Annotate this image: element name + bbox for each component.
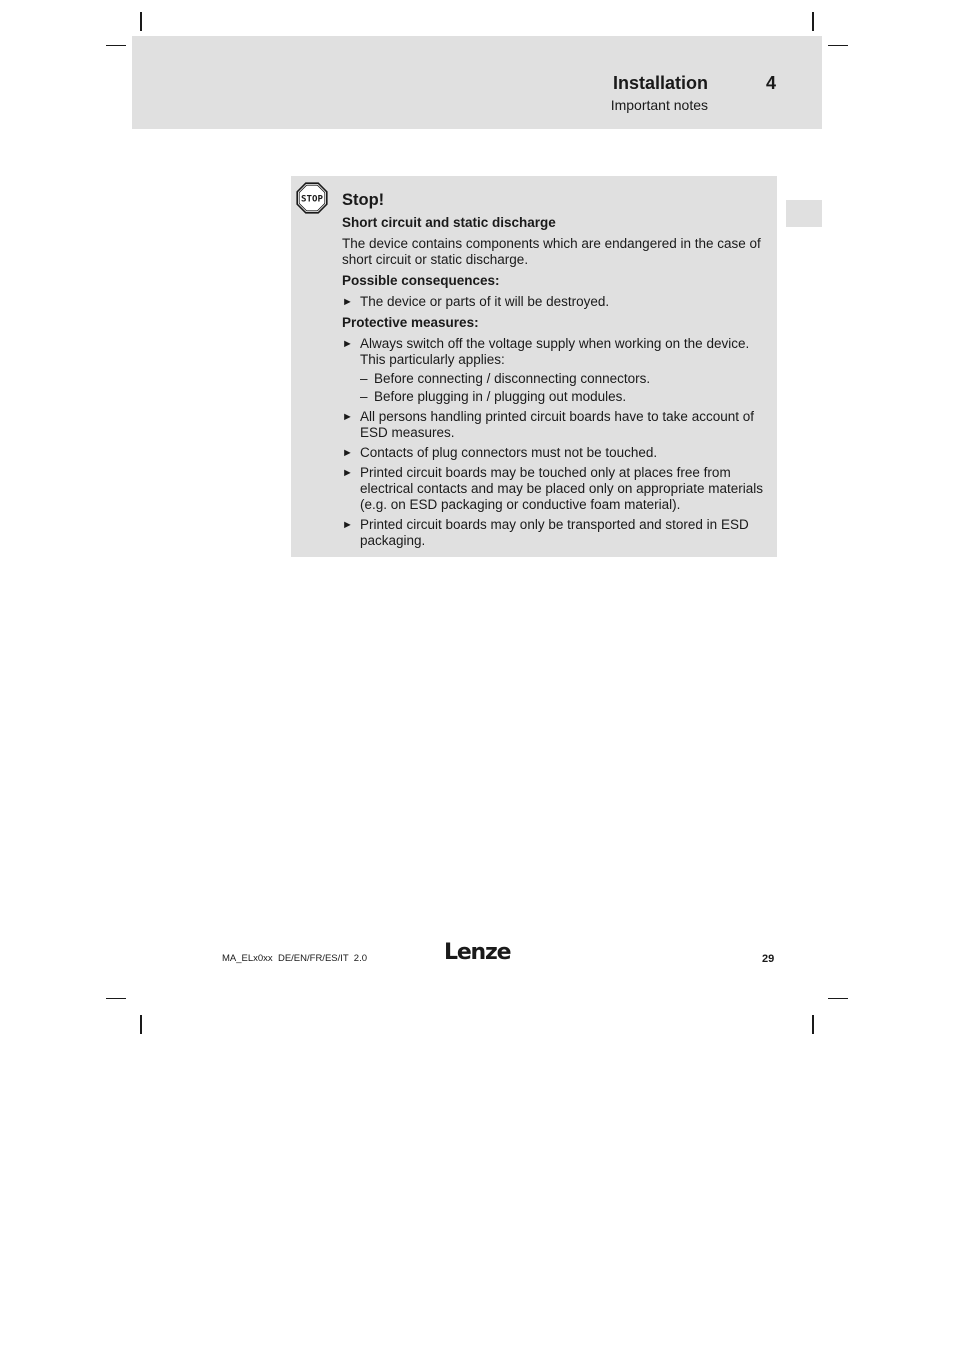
measures-list <box>342 336 768 549</box>
arrow-bullet-icon: ► <box>342 338 353 350</box>
arrow-bullet-icon: ► <box>342 447 353 459</box>
list-item <box>342 445 768 461</box>
stop-sign-text: STOP <box>301 194 324 205</box>
crop-mark <box>106 998 126 999</box>
list-item-text: Printed circuit boards may be touched only at places free from electrical contacts and may be placed only on appropriate materials (e.g. on ESD packaging or conductive foam material). <box>360 465 763 512</box>
list-item <box>342 517 768 549</box>
arrow-bullet-icon: ► <box>342 411 353 423</box>
list-item <box>342 409 768 441</box>
crop-mark <box>140 12 142 31</box>
hazard-title: Short circuit and static discharge <box>342 215 556 230</box>
arrow-bullet-icon: ► <box>342 519 353 531</box>
consequences-label: Possible consequences: <box>342 273 500 288</box>
page-number: 29 <box>762 953 775 965</box>
stop-notice-content <box>342 189 768 554</box>
crop-mark <box>812 12 814 31</box>
crop-mark <box>106 45 126 46</box>
crop-mark <box>828 998 848 999</box>
document-id: MA_ELx0xx DE/EN/FR/ES/IT 2.0 <box>222 953 368 964</box>
chapter-side-tab <box>786 200 822 227</box>
chapter-number: 4 <box>766 73 777 93</box>
dash-bullet-icon: – <box>360 371 368 386</box>
list-item <box>342 336 768 405</box>
sub-list-item <box>360 389 768 405</box>
hazard-description: The device contains components which are endangered in the case of short circuit or static discharge. <box>342 236 761 267</box>
list-item <box>342 465 768 513</box>
sub-list-item-text: Before connecting / disconnecting connectors. <box>374 371 651 386</box>
crop-mark <box>812 1015 814 1034</box>
arrow-bullet-icon: ► <box>342 467 353 479</box>
header-band <box>132 36 822 129</box>
sub-list-item <box>360 371 768 387</box>
list-item-text: Printed circuit boards may only be transported and stored in ESD packaging. <box>360 517 749 548</box>
sub-list <box>360 371 768 405</box>
lenze-logo: Lenze <box>444 940 511 965</box>
crop-mark <box>828 45 848 46</box>
stop-sign-icon <box>296 182 328 214</box>
list-item-text: Contacts of plug connectors must not be touched. <box>360 445 658 460</box>
consequences-list <box>342 294 768 310</box>
chapter-subtitle: Important notes <box>610 97 708 113</box>
crop-mark <box>140 1015 142 1034</box>
list-item-text: Always switch off the voltage supply when working on the device. This particularly applies: <box>360 336 750 367</box>
measures-label: Protective measures: <box>342 315 479 330</box>
sub-list-item-text: Before plugging in / plugging out modules. <box>374 389 627 404</box>
dash-bullet-icon: – <box>360 389 368 404</box>
arrow-bullet-icon: ► <box>342 296 353 308</box>
stop-heading: Stop! <box>342 191 385 209</box>
list-item-text: All persons handling printed circuit boards have to take account of ESD measures. <box>360 409 754 440</box>
chapter-title: Installation <box>612 73 708 93</box>
list-item <box>342 294 768 310</box>
list-item-text: The device or parts of it will be destroyed. <box>360 294 610 309</box>
